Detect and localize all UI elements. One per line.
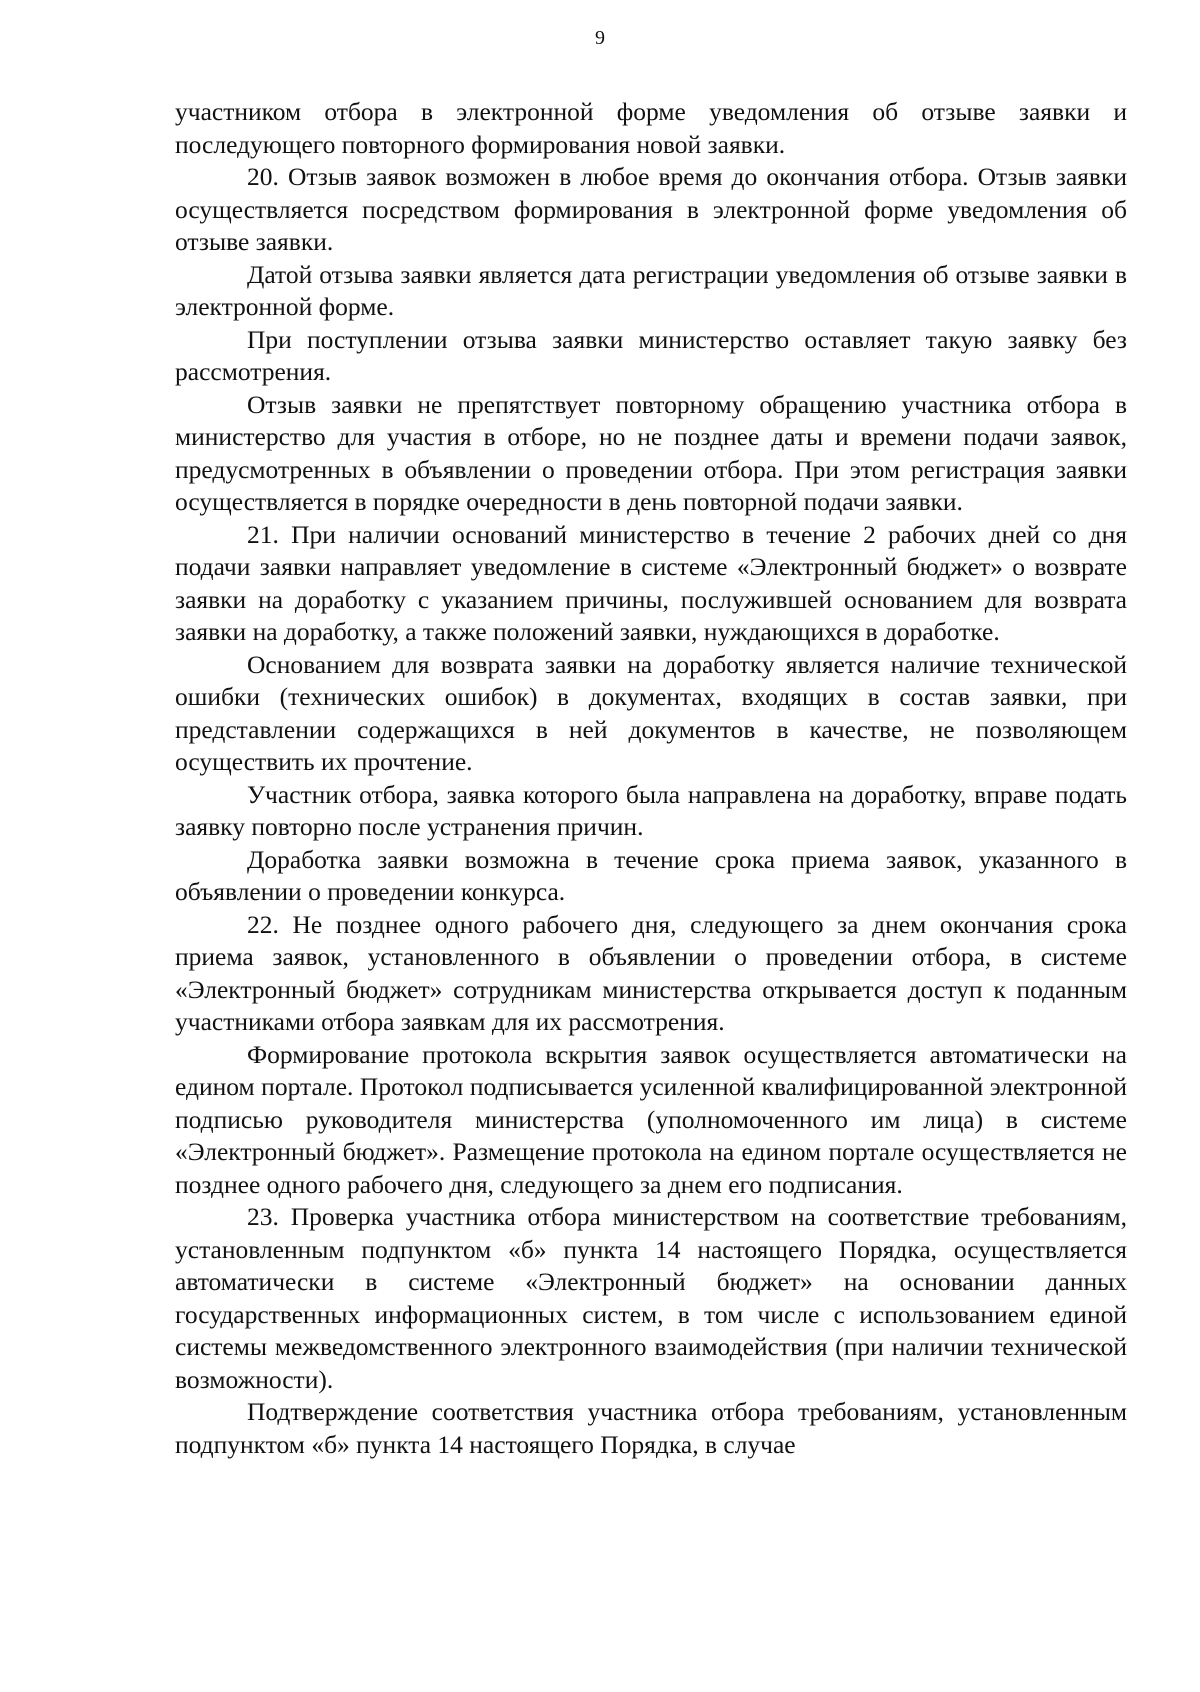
paragraph-10: 22. Не позднее одного рабочего дня, следующего за днем окончания срока приема заявок, установленного в объявлении о проведении отбора, в системе «Электронный бюджет» сотрудникам министерства открывается доступ к поданным участниками отбора заявкам для их рассмотрения.: [175, 909, 1127, 1036]
paragraph-12: 23. Проверка участника отбора министерством на соответствие требованиям, установленным подпунктом «б» пункта 14 настоящего Порядка, осуществляется автоматически в системе «Электронный бюджет» на основании данных государственных информационных систем, в том числе с использованием единой системы межведомственного электронного взаимодействия (при наличии технической возможности).: [175, 1202, 1127, 1394]
paragraph-11: Формирование протокола вскрытия заявок осуществляется автоматически на едином портале. Протокол подписывается усиленной квалифицированной электронной подписью руководителя министерства (уполномоченного им лица) в системе «Электронный бюджет». Размещение протокола на едином портале осуществляется не позднее одного рабочего дня, следующего за днем его подписания.: [175, 1039, 1127, 1199]
paragraph-4: При поступлении отзыва заявки министерство оставляет такую заявку без рассмотрения.: [175, 324, 1127, 386]
paragraph-7: Основанием для возврата заявки на доработку является наличие технической ошибки (технических ошибок) в документах, входящих в состав заявки, при представлении содержащихся в ней документов в качестве, не позволяющем осуществить их прочтение.: [175, 649, 1127, 776]
page-number: 9: [595, 27, 605, 49]
paragraph-3: Датой отзыва заявки является дата регистрации уведомления об отзыве заявки в электронной форме.: [175, 259, 1127, 321]
paragraph-1: участником отбора в электронной форме уведомления об отзыве заявки и последующего повторного формирования новой заявки.: [175, 97, 1127, 159]
document-body: [175, 96, 1127, 1461]
paragraph-8: Участник отбора, заявка которого была направлена на доработку, вправе подать заявку повторно после устранения причин.: [175, 779, 1127, 841]
paragraph-13: Подтверждение соответствия участника отбора требованиям, установленным подпунктом «б» пункта 14 настоящего Порядка, в случае: [175, 1397, 1127, 1459]
paragraph-9: Доработка заявки возможна в течение срока приема заявок, указанного в объявлении о проведении конкурса.: [175, 844, 1127, 906]
paragraph-6: 21. При наличии оснований министерство в течение 2 рабочих дней со дня подачи заявки направляет уведомление в системе «Электронный бюджет» о возврате заявки на доработку с указанием причины, послужившей основанием для возврата заявки на доработку, а также положений заявки, нуждающихся в доработке.: [175, 519, 1127, 646]
paragraph-5: Отзыв заявки не препятствует повторному обращению участника отбора в министерство для участия в отборе, но не позднее даты и времени подачи заявок, предусмотренных в объявлении о проведении отбора. При этом регистрация заявки осуществляется в порядке очередности в день повторной подачи заявки.: [175, 389, 1127, 516]
paragraph-2: 20. Отзыв заявок возможен в любое время до окончания отбора. Отзыв заявки осуществляется посредством формирования в электронной форме уведомления об отзыве заявки.: [175, 162, 1127, 256]
